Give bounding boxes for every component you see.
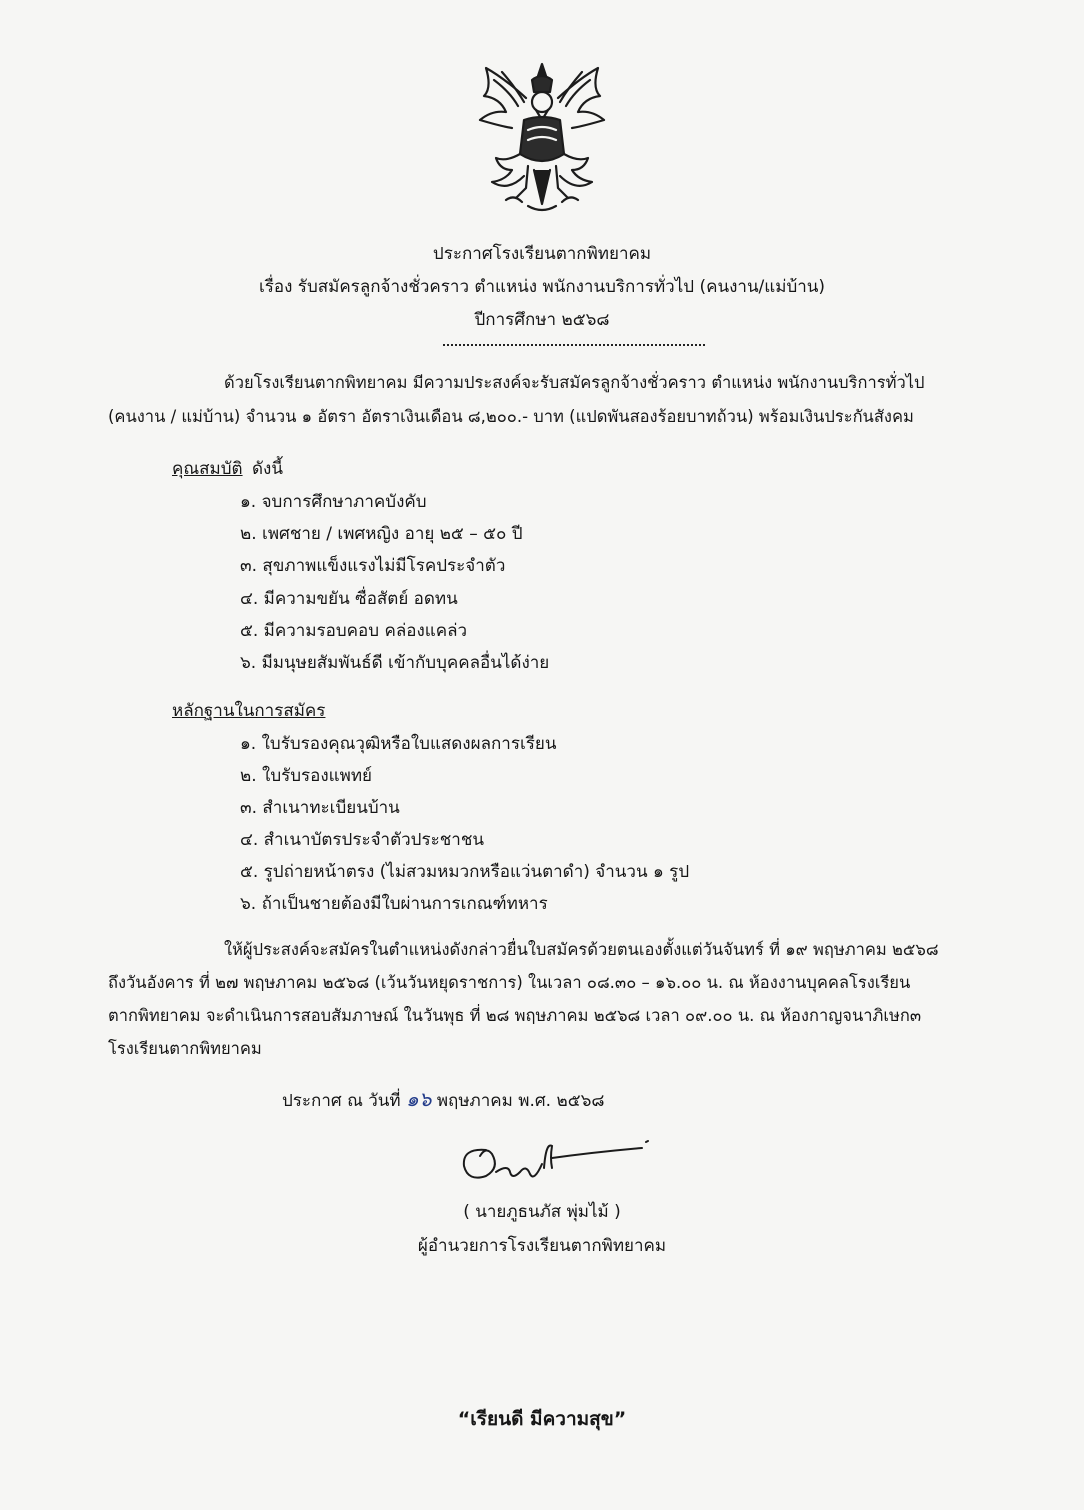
qualification-item: ๖. มีมนุษยสัมพันธ์ดี เข้ากับบุคคลอื่นได้ง่าย: [240, 653, 550, 673]
qualification-item: ๔. มีความขยัน ซื่อสัตย์ อดทน: [240, 589, 458, 609]
documents-heading: หลักฐานในการสมัคร: [172, 701, 326, 721]
closing-line-4: โรงเรียนตากพิทยาคม: [108, 1039, 262, 1058]
closing-line-1: ให้ผู้ประสงค์จะสมัครในตำแหน่งดังกล่าวยื่นใบสมัครด้วยตนเองตั้งแต่วันจันทร์ ที่ ๑๙ พฤษภาคม ๒๕๖๘: [224, 940, 939, 959]
announcement-subject: เรื่อง รับสมัครลูกจ้างชั่วคราว ตำแหน่ง พนักงานบริการทั่วไป (คนงาน/แม่บ้าน): [258, 277, 826, 297]
document-item: ๓. สำเนาทะเบียนบ้าน: [240, 798, 400, 818]
intro-line-2: (คนงาน / แม่บ้าน) จำนวน ๑ อัตรา อัตราเงินเดือน ๘,๒๐๐.- บาท (แปดพันสองร้อยบาทถ้วน) พร้อมเงินประกันสังคม: [108, 407, 914, 426]
qualification-item: ๑. จบการศึกษาภาคบังคับ: [240, 492, 427, 512]
signatory-position: ผู้อำนวยการโรงเรียนตากพิทยาคม: [417, 1236, 667, 1256]
handwritten-day: ๑๖: [406, 1087, 432, 1111]
handwritten-signature: [456, 1128, 656, 1194]
qualification-item: ๒. เพศชาย / เพศหญิง อายุ ๒๕ – ๕๐ ปี: [240, 524, 523, 544]
qualifications-heading: คุณสมบัติ: [172, 459, 243, 479]
document-item: ๔. สำเนาบัตรประจำตัวประชาชน: [240, 830, 484, 850]
announcement-title: ประกาศโรงเรียนตากพิทยาคม: [432, 244, 652, 264]
signatory-name: ( นายภูธนภัส พุ่มไม้ ): [463, 1202, 621, 1222]
document-item: ๒. ใบรับรองแพทย์: [240, 766, 372, 786]
intro-line-1: ด้วยโรงเรียนตากพิทยาคม มีความประสงค์จะรับสมัครลูกจ้างชั่วคราว ตำแหน่ง พนักงานบริการทั่วไป: [224, 373, 925, 392]
document-item: ๖. ถ้าเป็นชายต้องมีใบผ่านการเกณฑ์ทหาร: [240, 894, 548, 914]
closing-line-3: ตากพิทยาคม จะดำเนินการสอบสัมภาษณ์ ในวันพุธ ที่ ๒๘ พฤษภาคม ๒๕๖๘ เวลา ๐๙.๐๐ น. ณ ห้องกาญจนาภิเษก๓: [108, 1006, 922, 1025]
document-item: ๑. ใบรับรองคุณวุฒิหรือใบแสดงผลการเรียน: [240, 734, 557, 754]
announcement-date-prefix: ประกาศ ณ วันที่: [282, 1091, 401, 1111]
qualifications-heading-suffix: ดังนี้: [252, 459, 283, 479]
academic-year: ปีการศึกษา ๒๕๖๘: [474, 310, 610, 330]
qualification-item: ๕. มีความรอบคอบ คล่องแคล่ว: [240, 621, 468, 641]
closing-line-2: ถึงวันอังคาร ที่ ๒๗ พฤษภาคม ๒๕๖๘ (เว้นวันหยุดราชการ) ในเวลา ๐๘.๓๐ – ๑๖.๐๐ น. ณ ห้องงานบุคคลโรงเรียน: [108, 973, 911, 992]
school-motto: “เรียนดี มีความสุข”: [457, 1408, 627, 1430]
garuda-emblem-icon: [466, 58, 618, 218]
dotted-divider: [443, 344, 705, 346]
announcement-date-suffix: พฤษภาคม พ.ศ. ๒๕๖๘: [436, 1091, 605, 1111]
qualification-item: ๓. สุขภาพแข็งแรงไม่มีโรคประจำตัว: [240, 556, 506, 576]
document-item: ๕. รูปถ่ายหน้าตรง (ไม่สวมหมวกหรือแว่นตาดำ) จำนวน ๑ รูป: [240, 862, 690, 882]
announcement-date: [282, 1083, 604, 1115]
